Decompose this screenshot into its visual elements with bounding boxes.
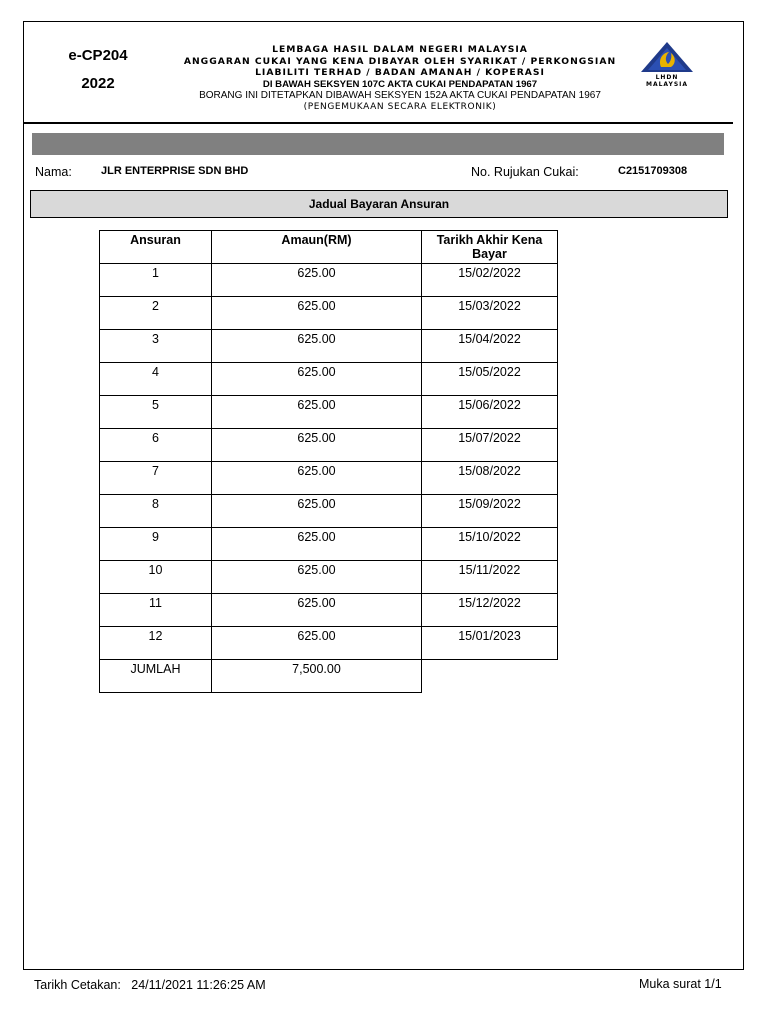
lhdn-logo <box>638 40 696 88</box>
form-title-line-2: LIABILITI TERHAD / BADAN AMANAH / KOPERASI <box>255 67 545 78</box>
table-row <box>100 528 558 561</box>
installment-amount: 625.00 <box>212 264 422 297</box>
installment-due-date: 15/05/2022 <box>422 363 558 396</box>
column-header-installment: Ansuran <box>100 231 212 264</box>
installment-number: 10 <box>100 561 212 594</box>
installment-due-date: 15/07/2022 <box>422 429 558 462</box>
agency-name: LEMBAGA HASIL DALAM NEGERI MALAYSIA <box>272 44 528 55</box>
print-date <box>34 978 266 992</box>
logo-text <box>638 74 696 88</box>
table-row <box>100 462 558 495</box>
table-row <box>100 594 558 627</box>
installment-due-date: 15/11/2022 <box>422 561 558 594</box>
table-row <box>100 264 558 297</box>
total-label: JUMLAH <box>100 660 212 693</box>
installment-number: 1 <box>100 264 212 297</box>
installment-due-date: 15/01/2023 <box>422 627 558 660</box>
form-year: 2022 <box>81 75 115 92</box>
form-header <box>170 44 630 113</box>
page-number: Muka surat 1/1 <box>639 977 722 991</box>
form-code-block <box>60 42 136 98</box>
table-row <box>100 429 558 462</box>
table-row <box>100 297 558 330</box>
schedule-title: Jadual Bayaran Ansuran <box>30 190 728 218</box>
name-label: Nama: <box>35 165 72 179</box>
table-row <box>100 627 558 660</box>
logo-text-malaysia: MALAYSIA <box>645 81 689 88</box>
total-empty-cell <box>422 660 558 693</box>
header-divider <box>23 122 733 124</box>
table-row <box>100 561 558 594</box>
print-date-value: 24/11/2021 11:26:25 AM <box>131 978 266 992</box>
installment-due-date: 15/08/2022 <box>422 462 558 495</box>
installment-amount: 625.00 <box>212 330 422 363</box>
table-header-row <box>100 231 558 264</box>
table-row <box>100 330 558 363</box>
installment-due-date: 15/12/2022 <box>422 594 558 627</box>
form-code: e-CP204 <box>68 47 128 64</box>
tax-reference-number: C2151709308 <box>618 165 688 177</box>
installment-number: 12 <box>100 627 212 660</box>
lhdn-emblem-icon <box>638 40 696 74</box>
installment-amount: 625.00 <box>212 594 422 627</box>
installment-table <box>99 230 558 693</box>
installment-due-date: 15/03/2022 <box>422 297 558 330</box>
installment-amount: 625.00 <box>212 561 422 594</box>
section-banner <box>32 133 724 155</box>
installment-amount: 625.00 <box>212 429 422 462</box>
installment-number: 2 <box>100 297 212 330</box>
installment-amount: 625.00 <box>212 363 422 396</box>
installment-amount: 625.00 <box>212 528 422 561</box>
installment-amount: 625.00 <box>212 297 422 330</box>
taxpayer-name: JLR ENTERPRISE SDN BHD <box>101 165 249 177</box>
tax-reference-label: No. Rujukan Cukai: <box>471 165 579 179</box>
form-section-reference: DI BAWAH SEKSYEN 107C AKTA CUKAI PENDAPATAN 1967 <box>262 78 538 90</box>
installment-number: 6 <box>100 429 212 462</box>
installment-due-date: 15/04/2022 <box>422 330 558 363</box>
installment-amount: 625.00 <box>212 495 422 528</box>
logo-text-lhdn: LHDN <box>655 74 679 81</box>
installment-number: 11 <box>100 594 212 627</box>
form-title-line-1: ANGGARAN CUKAI YANG KENA DIBAYAR OLEH SYARIKAT / PERKONGSIAN <box>183 55 617 67</box>
column-header-amount: Amaun(RM) <box>212 231 422 264</box>
total-amount: 7,500.00 <box>212 660 422 693</box>
table-row <box>100 396 558 429</box>
installment-due-date: 15/10/2022 <box>422 528 558 561</box>
installment-number: 5 <box>100 396 212 429</box>
installment-amount: 625.00 <box>212 627 422 660</box>
print-date-label: Tarikh Cetakan: <box>34 978 121 992</box>
column-header-due-date: Tarikh Akhir Kena Bayar <box>422 231 558 264</box>
installment-number: 3 <box>100 330 212 363</box>
installment-due-date: 15/09/2022 <box>422 495 558 528</box>
form-prescribed-note: BORANG INI DITETAPKAN DIBAWAH SEKSYEN 152A AKTA CUKAI PENDAPATAN 1967 <box>199 90 601 101</box>
installment-amount: 625.00 <box>212 462 422 495</box>
installment-amount: 625.00 <box>212 396 422 429</box>
total-row <box>100 660 558 693</box>
installment-due-date: 15/06/2022 <box>422 396 558 429</box>
installment-number: 9 <box>100 528 212 561</box>
installment-due-date: 15/02/2022 <box>422 264 558 297</box>
table-row <box>100 363 558 396</box>
installment-number: 4 <box>100 363 212 396</box>
installment-number: 8 <box>100 495 212 528</box>
table-row <box>100 495 558 528</box>
submission-mode-note: (PENGEMUKAAN SECARA ELEKTRONIK) <box>303 101 497 112</box>
installment-number: 7 <box>100 462 212 495</box>
